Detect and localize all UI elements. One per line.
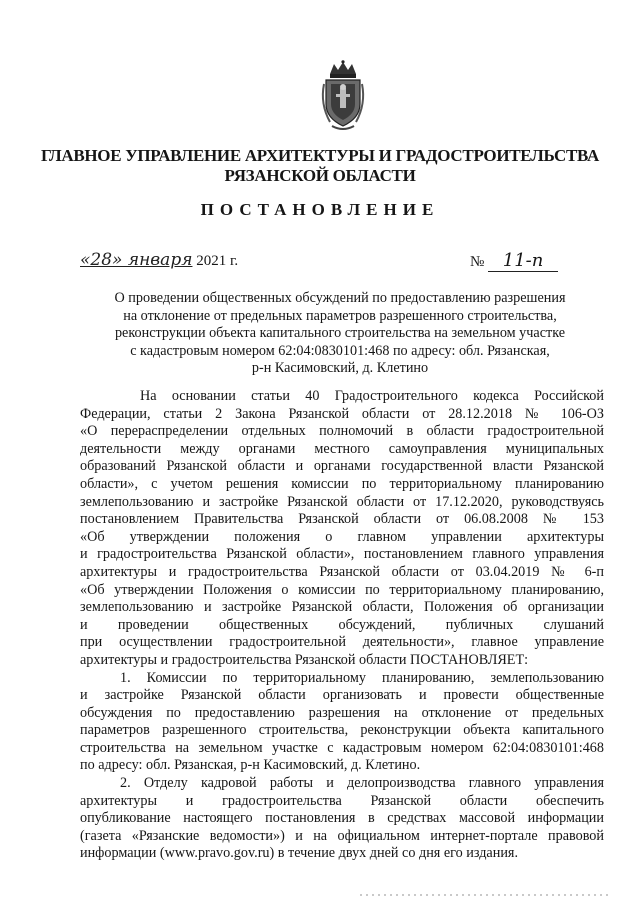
subject-line: реконструкции объекта капитального строительства на земельном участке <box>114 325 566 342</box>
body-line: и застройке Рязанской области организовать и провести общественные <box>80 687 604 704</box>
body-line: опубликование настоящего постановления в средствах массовой информации <box>80 810 604 827</box>
document-subject <box>80 290 600 378</box>
body-line: «О перераспределении отдельных полномочий в области градостроительной <box>80 423 604 440</box>
body-line: архитектуры и градостроительства Рязанской области от 03.04.2019 № 6-п <box>80 563 604 580</box>
body-line: землепользованию и застройке Рязанской области, Положения об организации <box>80 599 604 616</box>
body-line: архитектуры и градостроительства Рязанской области обеспечить <box>80 792 604 809</box>
body-line: обсуждения по предоставлению разрешения на отклонение от предельных <box>80 704 604 721</box>
body-line: постановлением Правительства Рязанской области от 06.08.2008 № 153 <box>80 511 604 528</box>
body-line: деятельности между органами местного самоуправления муниципальных <box>80 440 604 457</box>
body-line: архитектуры и градостроительства Рязанской области ПОСТАНОВЛЯЕТ: <box>80 651 529 668</box>
date-year: 2021 г. <box>196 253 239 269</box>
document-number <box>470 250 558 272</box>
body-line: (газета «Рязанские ведомости») и на официальном интернет-портале правовой <box>80 827 604 844</box>
body-line: строительства на земельном участке с кадастровым номером 62:04:0830101:468 <box>80 739 604 756</box>
subject-line: с кадастровым номером 62:04:0830101:468 по адресу: обл. Рязанская, <box>130 342 550 359</box>
organization-name-line1: ГЛАВНОЕ УПРАВЛЕНИЕ АРХИТЕКТУРЫ И ГРАДОСТРОИТЕЛЬСТВА <box>41 146 599 165</box>
organization-name-line2: РЯЗАНСКОЙ ОБЛАСТИ <box>224 166 416 185</box>
document-body <box>80 388 604 863</box>
number-handwritten: 11-п <box>488 250 558 272</box>
number-label: № <box>470 254 485 270</box>
date-handwritten: «28» января <box>80 250 193 270</box>
subject-line: О проведении общественных обсуждений по предоставлению разрешения <box>114 290 566 306</box>
body-line: при осуществлении градостроительной деятельности», главное управление <box>80 634 604 651</box>
body-line: 1. Комиссии по территориальному планированию, землепользованию <box>120 669 604 686</box>
body-line: и градостроительства Рязанской области», постановлением главного управления <box>80 546 604 563</box>
body-line: образований Рязанской области и органами государственной власти Рязанской <box>80 458 604 475</box>
subject-line: на отклонение от предельных параметров разрешенного строительства, <box>123 307 557 324</box>
document-type-title: ПОСТАНОВЛЕНИЕ <box>200 200 440 219</box>
body-line: области», с учетом решения комиссии по территориальному планированию <box>80 475 604 492</box>
body-line: На основании статьи 40 Градостроительного кодекса Российской <box>140 388 604 404</box>
body-line: и проведении общественных обсуждений, публичных слушаний <box>80 616 604 633</box>
subject-line: р-н Касимовский, д. Клетино <box>251 360 429 377</box>
body-line: землепользованию и застройке Рязанской области от 17.12.2020, руководствуясь <box>80 493 604 510</box>
body-line: Федерации, статьи 2 Закона Рязанской области от 28.12.2018 № 106-ОЗ <box>80 405 604 422</box>
body-line: параметров разрешенного строительства, реконструкции объекта капитального <box>80 722 604 739</box>
body-line: информации (www.pravo.gov.ru) в течение двух дней со дня его издания. <box>80 845 518 862</box>
body-line: по адресу: обл. Рязанская, р-н Касимовский, д. Клетино. <box>80 757 421 774</box>
coat-of-arms-icon <box>318 60 368 132</box>
body-line: «Об утверждении Положения о комиссии по территориальному планированию, <box>80 581 604 598</box>
scan-artifact-dots <box>360 894 610 896</box>
body-line: «Об утверждении положения о главном управлении архитектуры <box>80 528 604 545</box>
body-line: 2. Отделу кадровой работы и делопроизводства главного управления <box>120 775 604 792</box>
document-date <box>80 250 238 270</box>
